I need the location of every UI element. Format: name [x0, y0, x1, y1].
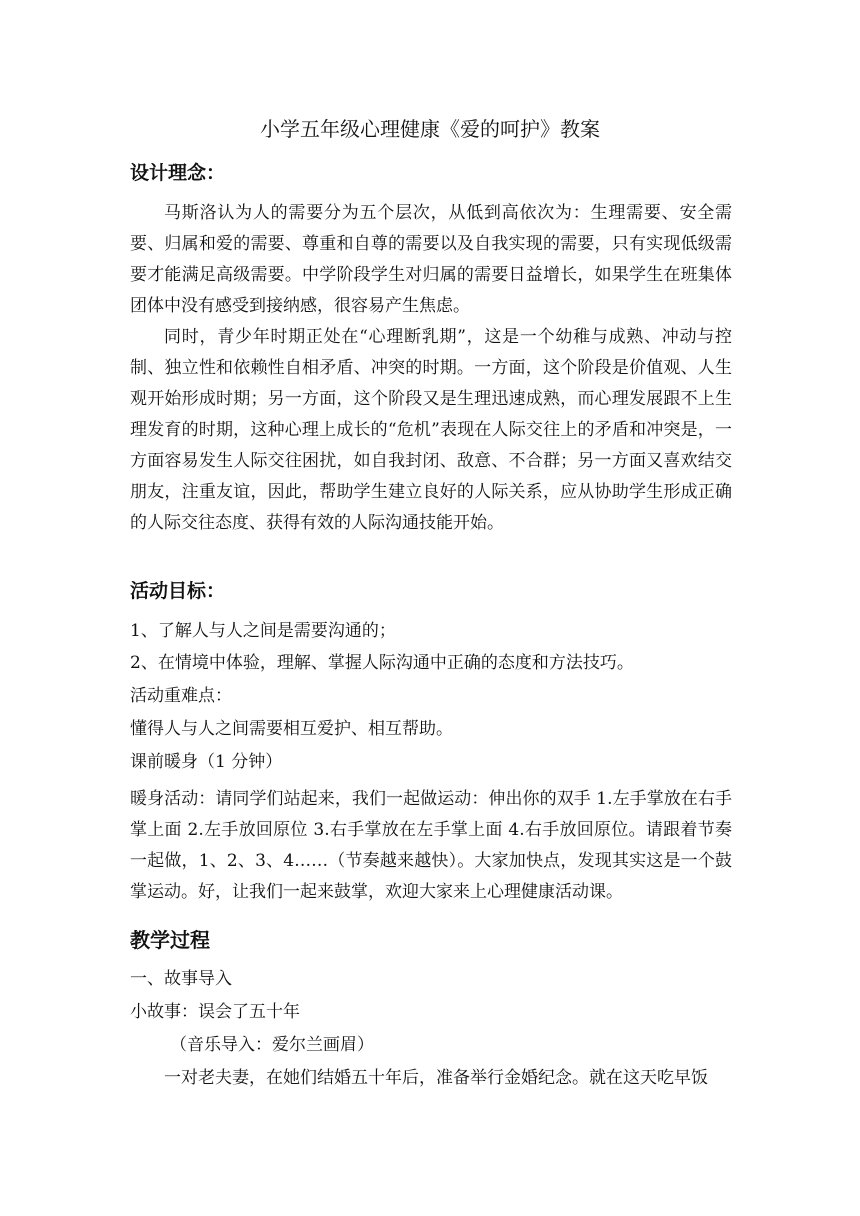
process-heading: 教学过程 — [130, 928, 210, 952]
goal-item-2: 2、在情境中体验，理解、掌握人际沟通中正确的态度和方法技巧。 — [130, 653, 634, 673]
key-points-text: 懂得人与人之间需要相互爱护、相互帮助。 — [130, 719, 453, 739]
document-title: 小学五年级心理健康《爱的呵护》教案 — [260, 117, 600, 141]
warmup-text: 暖身活动：请同学们站起来，我们一起做运动：伸出你的双手 1.左手掌放在右手掌上面 2.左手放回原位 3.右手掌放在左手掌上面 4.右手放回原位。请跟着节奏一起做，1、2、3、4……（节奏越来越快）。大家加快点，发现其实这是一个鼓掌运动。好，让我们一起来鼓掌，欢迎大家来上心理健康活动课。 — [130, 789, 732, 902]
story-title: 小故事：误会了五十年 — [130, 1002, 300, 1022]
key-points-label: 活动重难点： — [130, 686, 232, 706]
design-paragraph-2: 同时，青少年时期正处在“心理断乳期”，这是一个幼稚与成熟、冲动与控制、独立性和依赖性自相矛盾、冲突的时期。一方面，这个阶段是价值观、人生观开始形成时期；另一方面，这个阶段又是生理迅速成熟，而心理发展跟不上生理发育的时期，这种心理上成长的“危机”表现在人际交往上的矛盾和冲突是，一方面容易发生人际交往困扰，如自我封闭、敌意、不合群；另一方面又喜欢结交朋友，注重友谊，因此，帮助学生建立良好的人际关系，应从协助学生形成正确的人际交往态度、获得有效的人际沟通技能开始。 — [130, 327, 732, 533]
story-start: 一对老夫妻，在她们结婚五十年后，准备举行金婚纪念。就在这天吃早饭 — [164, 1068, 708, 1088]
design-heading: 设计理念： — [130, 162, 226, 184]
warmup-label: 课前暖身（1 分钟） — [130, 752, 283, 772]
music-note: （音乐导入：爱尔兰画眉） — [170, 1035, 374, 1055]
goal-item-1: 1、了解人与人之间是需要沟通的； — [130, 621, 396, 641]
goals-heading: 活动目标： — [130, 580, 226, 602]
design-paragraph-1: 马斯洛认为人的需要分为五个层次，从低到高依次为：生理需要、安全需要、归属和爱的需要、尊重和自尊的需要以及自我实现的需要，只有实现低级需要才能满足高级需要。中学阶段学生对归属的需要日益增长，如果学生在班集体团体中没有感受到接纳感，很容易产生焦虑。 — [130, 203, 732, 316]
process-step-1: 一、故事导入 — [130, 969, 232, 989]
